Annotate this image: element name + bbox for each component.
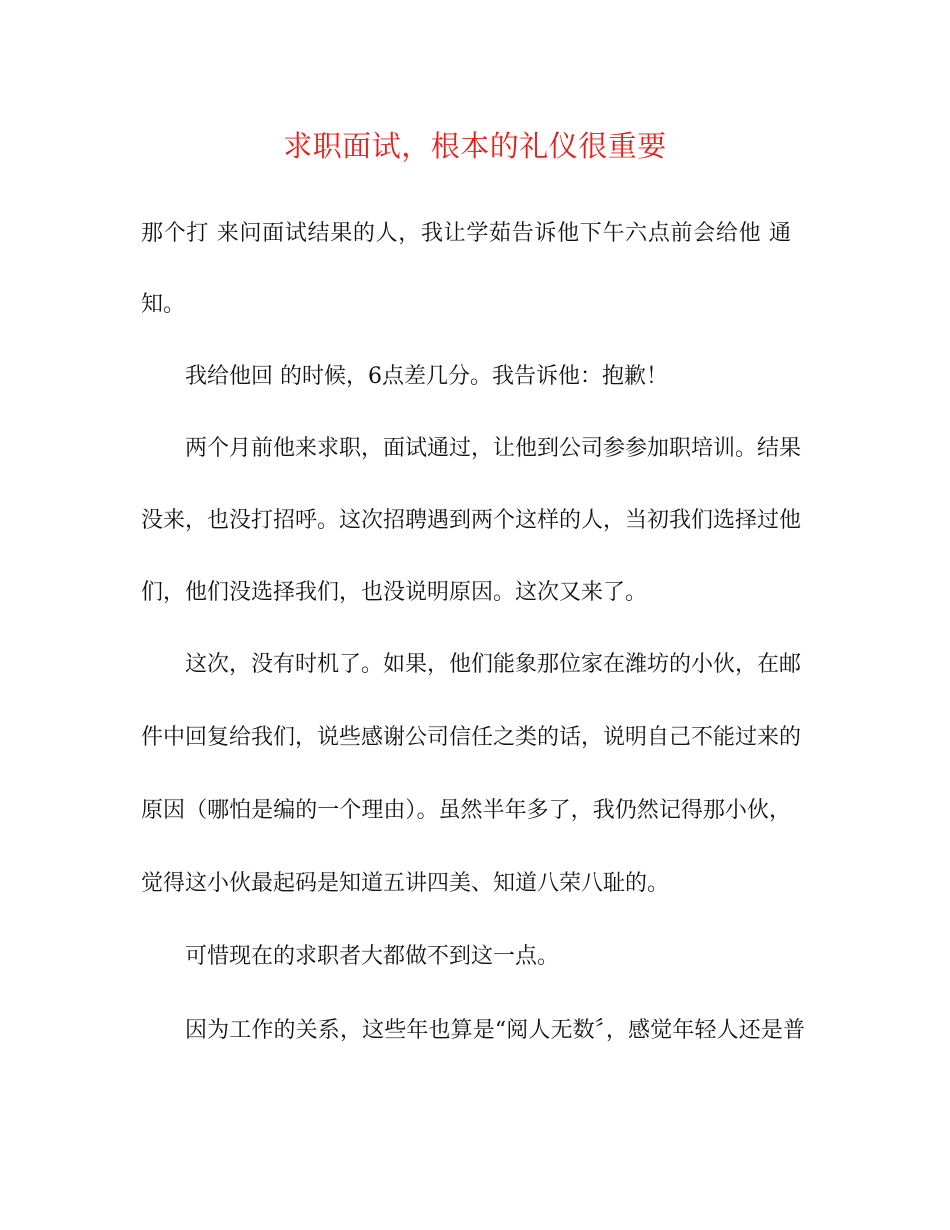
paragraph-4-line-3: 原因（哪怕是编的一个理由）。虽然半年多了，我仍然记得那小伙，: [141, 798, 791, 823]
paragraph-3-line-2: 没来，也没打招呼。这次招聘遇到两个这样的人，当初我们选择过他: [141, 508, 802, 533]
paragraph-5-line-1: 可惜现在的求职者大都做不到这一点。: [185, 944, 560, 969]
paragraph-3-line-1: 两个月前他来求职，面试通过，让他到公司参参加职培训。结果: [185, 436, 802, 461]
paragraph-4-line-4: 觉得这小伙最起码是知道五讲四美、知道八荣八耻的。: [141, 871, 670, 896]
paragraph-4-line-1: 这次，没有时机了。如果，他们能象那位家在潍坊的小伙，在邮: [185, 652, 802, 677]
paragraph-1-line-1: 那个打 来问面试结果的人，我让学茹告诉他下午六点前会给他 通: [141, 221, 791, 246]
paragraph-4-line-2: 件中回复给我们，说些感谢公司信任之类的话，说明自己不能过来的: [141, 725, 802, 750]
paragraph-6-line-1: 因为工作的关系，这些年也算是“阅人无数〞，感觉年轻人还是普: [185, 1018, 805, 1043]
paragraph-1-line-2: 知。: [141, 292, 186, 317]
document-title: 求职面试，根本的礼仪很重要: [283, 129, 667, 163]
paragraph-2-line-1: 我给他回 的时候，6点差几分。我告诉他：抱歉！: [185, 364, 668, 389]
paragraph-3-line-3: 们，他们没选择我们，也没说明原因。这次又来了。: [141, 580, 648, 605]
